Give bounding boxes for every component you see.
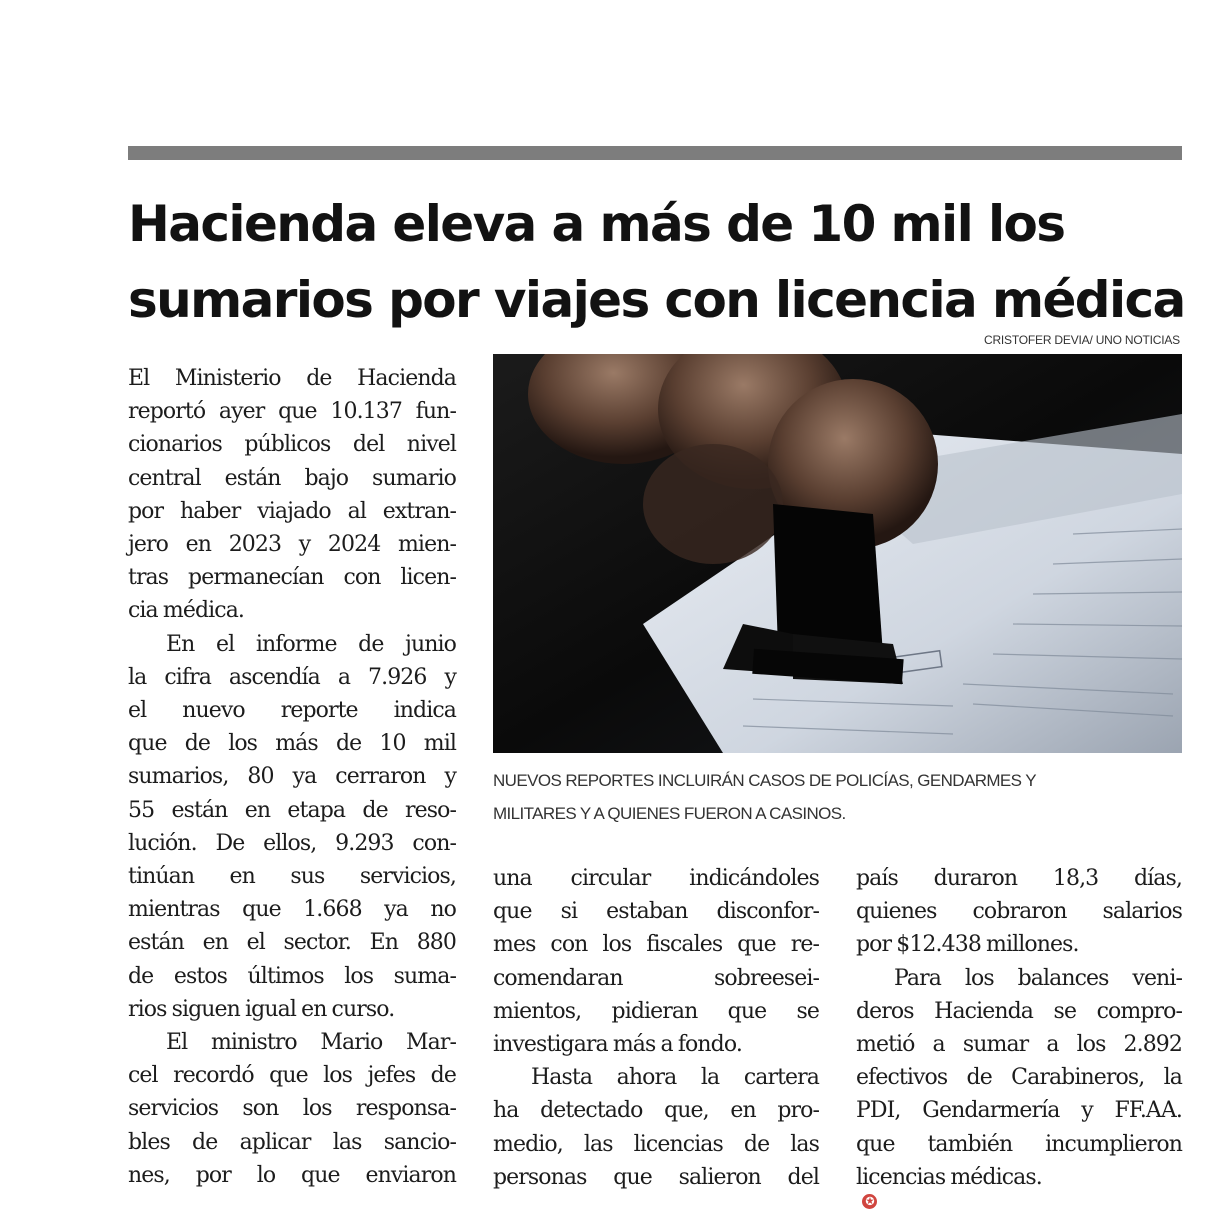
body-line-last xyxy=(856,1161,1182,1209)
body-line: tras permanecían con licen- xyxy=(128,565,456,591)
headline-line-1: Hacienda eleva a más de 10 mil los xyxy=(128,195,1065,253)
body-line: deros Hacienda se compro- xyxy=(856,998,1182,1024)
body-line: están en el sector. En 880 xyxy=(128,930,456,956)
body-line: una circular indicándoles xyxy=(493,866,819,891)
body-line: medio, las licencias de las xyxy=(493,1131,819,1157)
photo-caption xyxy=(493,764,1182,830)
header-rule xyxy=(128,146,1182,160)
body-line: por haber viajado al extran- xyxy=(128,498,456,524)
article-column-1 xyxy=(128,362,456,1192)
body-line: nes, por lo que enviaron xyxy=(128,1162,456,1188)
article-photo xyxy=(493,354,1182,753)
body-line: cel recordó que los jefes de xyxy=(128,1063,456,1089)
body-line: que si estaban disconfor- xyxy=(493,899,819,925)
body-line: bles de aplicar las sancio- xyxy=(128,1129,456,1155)
body-line: Hasta ahora la cartera xyxy=(531,1065,819,1091)
article-column-3 xyxy=(856,862,1182,1209)
caption-line-1: NUEVOS REPORTES INCLUIRÁN CASOS DE POLICÍAS, GENDARMES Y xyxy=(493,771,1036,790)
body-line: El Ministerio de Hacienda xyxy=(128,366,456,391)
body-line: efectivos de Carabineros, la xyxy=(856,1065,1182,1091)
body-line: 55 están en etapa de reso- xyxy=(128,797,456,823)
body-line: En el informe de junio xyxy=(166,631,456,657)
body-line: cionarios públicos del nivel xyxy=(128,432,456,458)
body-line: que también incumplieron xyxy=(856,1131,1182,1157)
body-line: mientos, pidieran que se xyxy=(493,998,819,1024)
photo-credit: CRISTOFER DEVIA/ UNO NOTICIAS xyxy=(983,333,1180,347)
body-line: personas que salieron del xyxy=(493,1164,819,1190)
headline xyxy=(128,186,1188,338)
article-column-2 xyxy=(493,862,819,1194)
body-line: mes con los fiscales que re- xyxy=(493,932,819,958)
headline-line-2: sumarios por viajes con licencia médica xyxy=(128,271,1185,329)
body-line: cia médica. xyxy=(128,598,244,624)
circle-star-icon: ✪ xyxy=(862,1194,877,1209)
body-line: investigara más a fondo. xyxy=(493,1032,742,1058)
body-line: tinúan en sus servicios, xyxy=(128,864,456,890)
body-line: mientras que 1.668 ya no xyxy=(128,897,456,923)
body-line: jero en 2023 y 2024 mien- xyxy=(128,532,456,558)
body-line: el nuevo reporte indica xyxy=(128,698,456,724)
body-line: de estos últimos los suma- xyxy=(128,963,456,989)
body-line: comendaran sobreesei- xyxy=(493,965,819,991)
body-line: país duraron 18,3 días, xyxy=(856,866,1182,891)
body-line: metió a sumar a los 2.892 xyxy=(856,1032,1182,1058)
body-line: por $12.438 millones. xyxy=(856,932,1079,958)
body-line: quienes cobraron salarios xyxy=(856,899,1182,925)
body-line: Para los balances veni- xyxy=(894,965,1182,991)
body-line: rios siguen igual en curso. xyxy=(128,996,395,1022)
body-line: PDI, Gendarmería y FF.AA. xyxy=(856,1098,1182,1124)
caption-line-2: MILITARES Y A QUIENES FUERON A CASINOS. xyxy=(493,804,846,823)
body-line: que de los más de 10 mil xyxy=(128,731,456,757)
body-line: reportó ayer que 10.137 fun- xyxy=(128,399,456,425)
body-line: central están bajo sumario xyxy=(128,465,456,491)
body-line: El ministro Mario Mar- xyxy=(166,1030,456,1056)
body-line: lución. De ellos, 9.293 con- xyxy=(128,830,456,856)
body-line: servicios son los responsa- xyxy=(128,1096,456,1122)
body-line: ha detectado que, en pro- xyxy=(493,1098,819,1124)
body-line: licencias médicas. xyxy=(856,1164,1042,1190)
body-line: sumarios, 80 ya cerraron y xyxy=(128,764,456,790)
body-line: la cifra ascendía a 7.926 y xyxy=(128,664,456,690)
